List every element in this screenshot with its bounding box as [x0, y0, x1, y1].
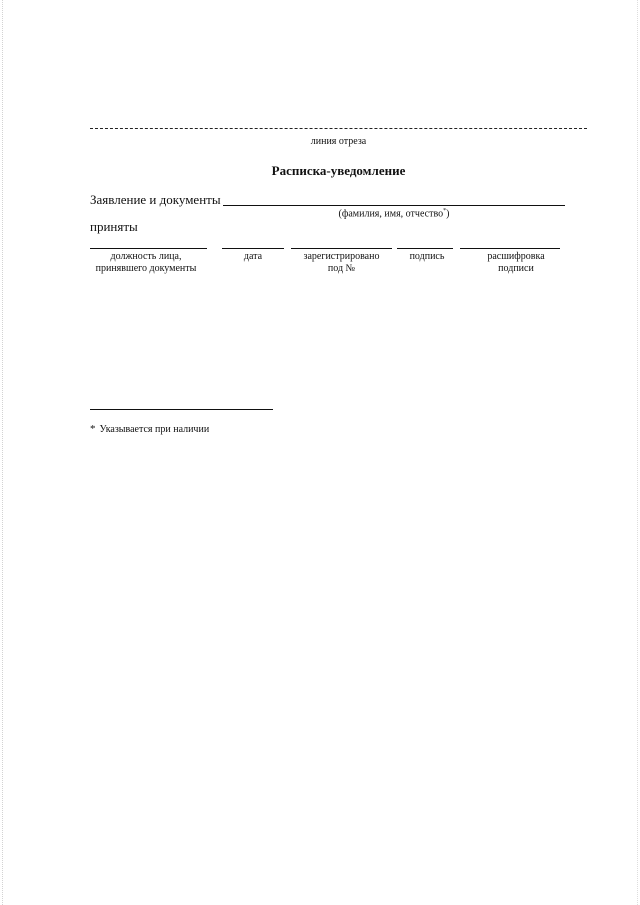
- fio-blank-line: [223, 205, 565, 206]
- footnote-text: Указывается при наличии: [99, 424, 210, 435]
- signature-decoding-caption-line2: подписи: [498, 263, 534, 274]
- registration-caption: [286, 251, 397, 275]
- accepted-label: приняты: [90, 219, 138, 234]
- signature-caption-line1: подпись: [409, 251, 445, 262]
- signature-decoding-caption: [460, 251, 572, 275]
- registration-caption-line2: под №: [327, 263, 356, 274]
- footnote-separator: [90, 409, 273, 410]
- document-title: Расписка-уведомление: [271, 163, 406, 178]
- fio-hint-text: (фамилия, имя, отчество: [338, 208, 444, 220]
- position-caption: [80, 251, 212, 275]
- scan-edge-left: [2, 0, 5, 905]
- registration-blank-line: [291, 248, 392, 249]
- signature-decoding-blank-line: [460, 248, 560, 249]
- signature-blank-line: [397, 248, 453, 249]
- fio-hint-mark: *: [443, 208, 447, 214]
- fio-hint: [223, 208, 565, 219]
- fio-hint-close: ): [446, 208, 450, 220]
- position-caption-line1: должность лица,: [110, 251, 182, 262]
- signature-decoding-caption-line1: расшифровка: [487, 251, 545, 262]
- footnote: [90, 423, 209, 435]
- position-blank-line: [90, 248, 207, 249]
- cut-label: линия отреза: [310, 136, 367, 147]
- date-caption-line1: дата: [243, 251, 263, 262]
- date-blank-line: [222, 248, 284, 249]
- date-caption: [222, 251, 284, 263]
- footnote-mark: *: [90, 423, 96, 435]
- scan-edge-right: [635, 0, 638, 905]
- registration-caption-line1: зарегистрировано: [303, 251, 380, 262]
- cut-line: [90, 128, 587, 129]
- signature-caption: [397, 251, 457, 263]
- statement-label: Заявление и документы: [90, 192, 221, 207]
- position-caption-line2: принявшего документы: [95, 263, 197, 274]
